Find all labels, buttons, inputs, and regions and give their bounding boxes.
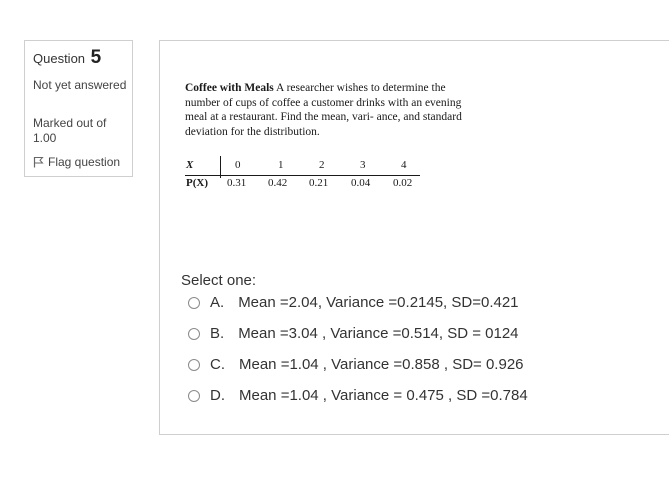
select-one-prompt: Select one: (181, 272, 257, 289)
x-value: 2 (319, 159, 325, 171)
x-value: 1 (278, 159, 284, 171)
p-value: 0.42 (268, 177, 288, 189)
problem-body: A researcher wishes to determine the number of cups of coffee a customer drinks with an evening meal at a restaurant. Find the mean, vari- ance, and standard deviation for the distribution. (185, 82, 462, 138)
question-heading (33, 47, 101, 69)
option-text: Mean =2.04, Variance =0.2145, SD=0.421 (238, 294, 519, 311)
answer-option-b[interactable] (188, 325, 519, 342)
option-letter: D. (210, 387, 225, 404)
x-label: X (186, 159, 194, 171)
flag-icon (33, 156, 44, 168)
radio-a[interactable] (188, 297, 200, 309)
x-value: 3 (360, 159, 366, 171)
distribution-table (185, 159, 425, 195)
flag-question-label: Flag question (48, 155, 121, 169)
question-number: 5 (90, 47, 102, 68)
answer-option-d[interactable] (188, 387, 528, 404)
option-text: Mean =3.04 , Variance =0.514, SD = 0124 (238, 325, 519, 342)
question-state: Not yet answered (33, 78, 127, 92)
p-label: P(X) (186, 177, 208, 189)
table-row-x (185, 159, 425, 177)
radio-c[interactable] (188, 359, 200, 371)
answer-option-c[interactable] (188, 356, 524, 373)
flag-question-button[interactable] (33, 155, 120, 169)
answer-option-a[interactable] (188, 294, 519, 311)
option-text: Mean =1.04 , Variance = 0.475 , SD =0.784 (239, 387, 528, 404)
question-content (159, 40, 669, 435)
question-word: Question (33, 51, 86, 66)
problem-statement (185, 81, 485, 189)
x-value: 0 (235, 159, 241, 171)
option-letter: A. (210, 294, 225, 311)
x-value: 4 (401, 159, 407, 171)
option-letter: B. (210, 325, 225, 342)
question-info-panel (24, 40, 133, 177)
question-marks: Marked out of 1.00 (33, 116, 107, 145)
p-value: 0.21 (309, 177, 329, 189)
option-letter: C. (210, 356, 225, 373)
p-value: 0.04 (351, 177, 371, 189)
radio-b[interactable] (188, 328, 200, 340)
problem-title: Coffee with Meals (185, 82, 274, 94)
problem-text (185, 81, 475, 139)
option-text: Mean =1.04 , Variance =0.858 , SD= 0.926 (239, 356, 524, 373)
p-value: 0.02 (393, 177, 413, 189)
radio-d[interactable] (188, 390, 200, 402)
table-row-p (185, 177, 425, 195)
p-value: 0.31 (227, 177, 247, 189)
